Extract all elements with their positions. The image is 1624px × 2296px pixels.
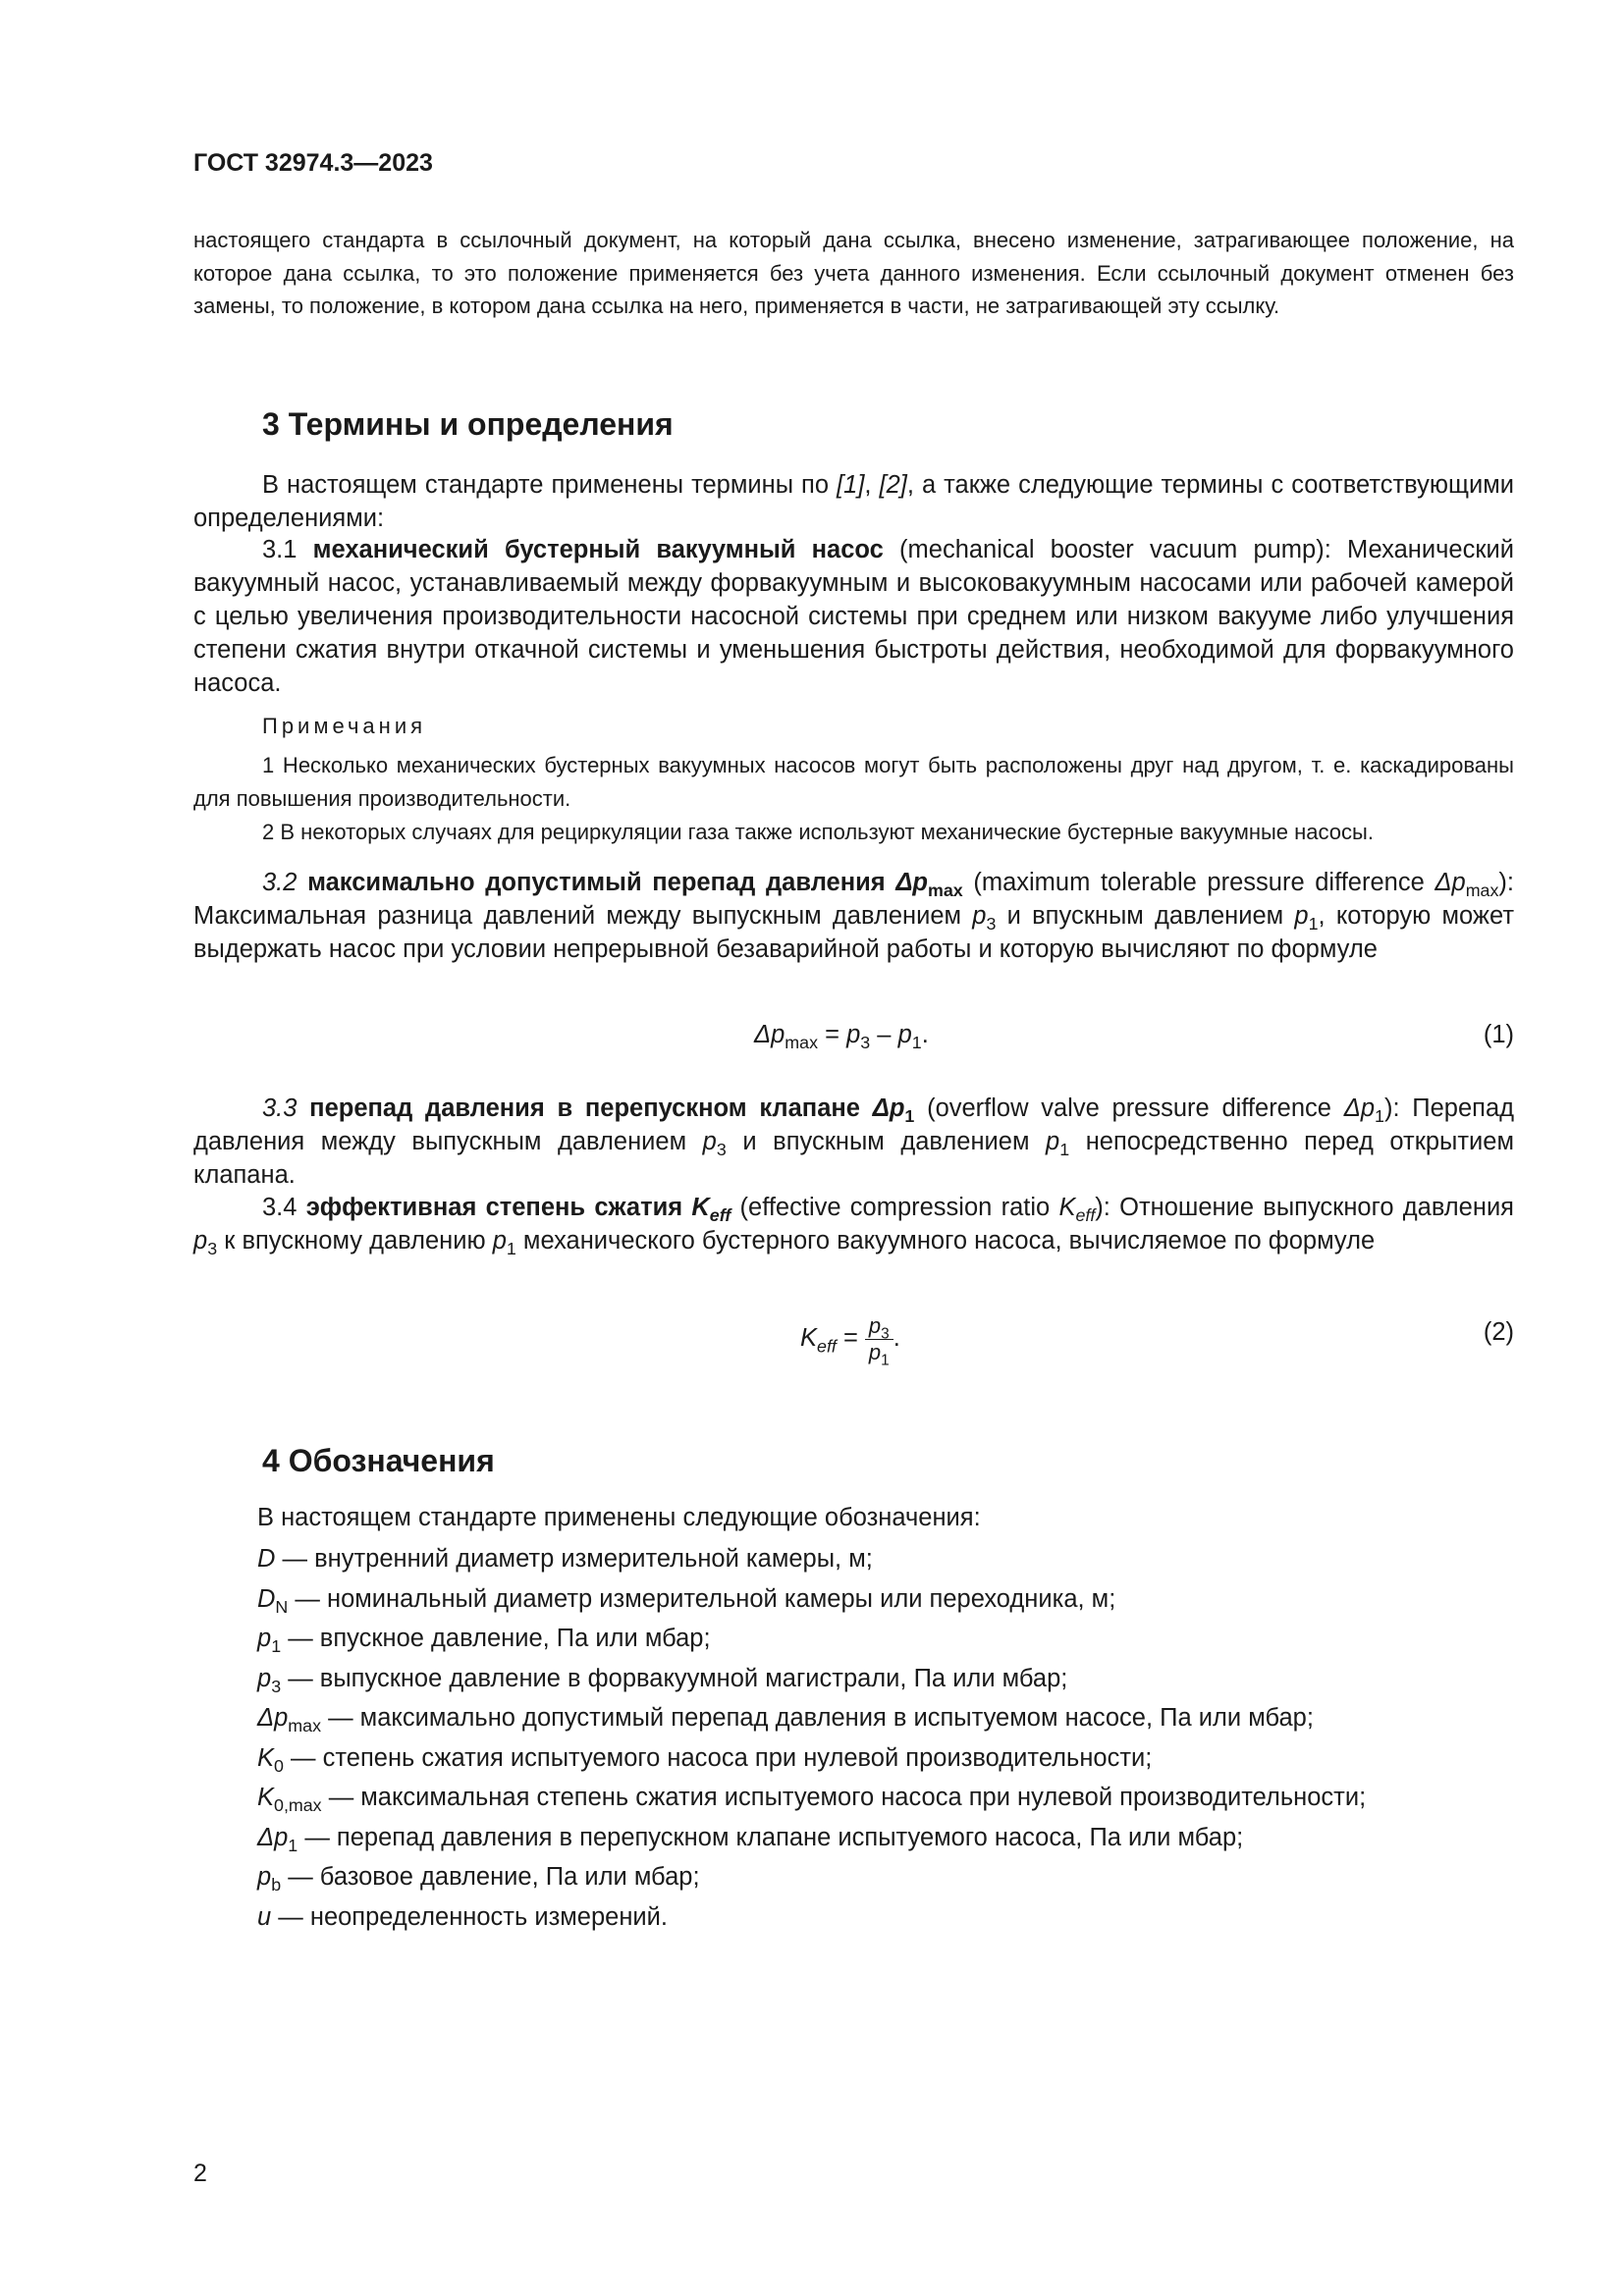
formula-1-number: (1)	[1483, 1021, 1514, 1048]
intro-paragraph: настоящего стандарта в ссылочный документ, на который дана ссылка, внесено изменение, затрагивающее положение, на которое дана ссылка, то это положение применяется без учета данного изменения. Если ссылочный документ отменен без замены, то положение, в котором дана ссылка на него, применяется в части, не затрагивающей эту ссылку.	[193, 228, 1514, 318]
symbol-item: $\Delta p_{max}$ — максимально допустимый перепад давления в испытуемом насосе, Па или мбар;	[257, 1704, 1314, 1736]
symbol-item: u — неопределенность измерений.	[257, 1902, 669, 1931]
formula-2-fraction: $\frac{p_3}{p_1}$	[865, 1313, 893, 1365]
note-2: 2 В некоторых случаях для рециркуляции газа также используют механические бустерные вакуумные насосы.	[262, 820, 1374, 844]
document-code: ГОСТ 32974.3—2023	[193, 149, 433, 177]
term-3-1-name: механический бустерный вакуумный насос	[312, 536, 884, 563]
symbol-item: D — внутренний диаметр измерительной камеры, м;	[257, 1545, 873, 1573]
term-3-3-name: перепад давления в перепускном клапане	[297, 1095, 873, 1122]
symbol-item: $p_1$ — впускное давление, Па или мбар;	[257, 1625, 711, 1657]
section-3-title: 3 Термины и определения	[262, 406, 674, 442]
symbol-item: $K_{0,max}$ — максимальная степень сжатия испытуемого насоса при нулевой производительности;	[257, 1784, 1367, 1816]
symbol-item: $p_b$ — базовое давление, Па или мбар;	[257, 1863, 700, 1896]
symbol-item: $D_N$ — номинальный диаметр измерительной камеры или переходника, м;	[257, 1584, 1116, 1617]
term-3-3: 3.3 перепад давления в перепускном клапане $\Delta p_1$ (overflow valve pressure difference $\Delta p_1$): Перепад давления между выпускным давлением $p_3$ и впускным давлением $p_1$ непосредственно перед открытием клапана.	[193, 1095, 1515, 1189]
reference-1: [1]	[837, 471, 865, 499]
term-3-2: 3.2 максимально допустимый перепад давления $\Delta p_{max}$ (maximum tolerable pressure difference $\Delta p_{max}$): Максимальная разница давлений между выпускным давлением $p_3$ и впускным давлением $p_1$, которую может выдержать насос при условии непрерывной безаварийной работы и которую вычисляют по формуле	[193, 869, 1514, 963]
term-3-1: 3.1 механический бустерный вакуумный насос (mechanical booster vacuum pump): Механический вакуумный насос, устанавливаемый между форвакуумным и высоковакуумным насосами или рабочей камерой с целью увеличения производительности насосной системы при среднем или низком вакууме либо улучшения степени сжатия внутри откачной системы и уменьшения быстроты действия, необходимой для форвакуумного насоса.	[193, 536, 1514, 697]
formula-2-number: (2)	[1483, 1318, 1514, 1346]
reference-2: [2]	[879, 471, 907, 499]
notes-label: Примечания	[262, 714, 427, 738]
term-3-2-name: максимально допустимый перепад давления	[297, 869, 896, 896]
section-4-intro: В настоящем стандарте применены следующие обозначения:	[257, 1504, 981, 1531]
term-3-4: 3.4 эффективная степень сжатия $K_{eff}$ (effective compression ratio $K_{eff}$): Отношение выпускного давления $p_3$ к впускному давлению $p_1$ механического бустерного вакуумного насоса, вычисляемое по формуле	[193, 1194, 1514, 1259]
symbol-item: $\Delta p_1$ — перепад давления в перепускном клапане испытуемого насоса, Па или мбар;	[257, 1823, 1244, 1855]
section-4-title: 4 Обозначения	[262, 1443, 495, 1478]
symbol-item: $K_0$ — степень сжатия испытуемого насоса при нулевой производительности;	[257, 1743, 1153, 1776]
formula-2: $K_{eff}$ = $\frac{p_3}{p_1}$ .	[800, 1313, 900, 1369]
symbol-item: $p_3$ — выпускное давление в форвакуумной магистрали, Па или мбар;	[257, 1664, 1068, 1696]
term-3-4-name: эффективная степень сжатия	[305, 1194, 692, 1221]
note-1: 1 Несколько механических бустерных вакуумных насосов могут быть расположены друг над другом, т. е. каскадированы для повышения производительности.	[193, 753, 1514, 811]
section-3-intro: В настоящем стандарте применены термины по [1], [2], а также следующие термины с соответствующими определениями:	[193, 471, 1515, 532]
formula-1: $\Delta p_{max} = p_3 - p_1$.	[754, 1021, 929, 1053]
page-number: 2	[193, 2160, 207, 2187]
